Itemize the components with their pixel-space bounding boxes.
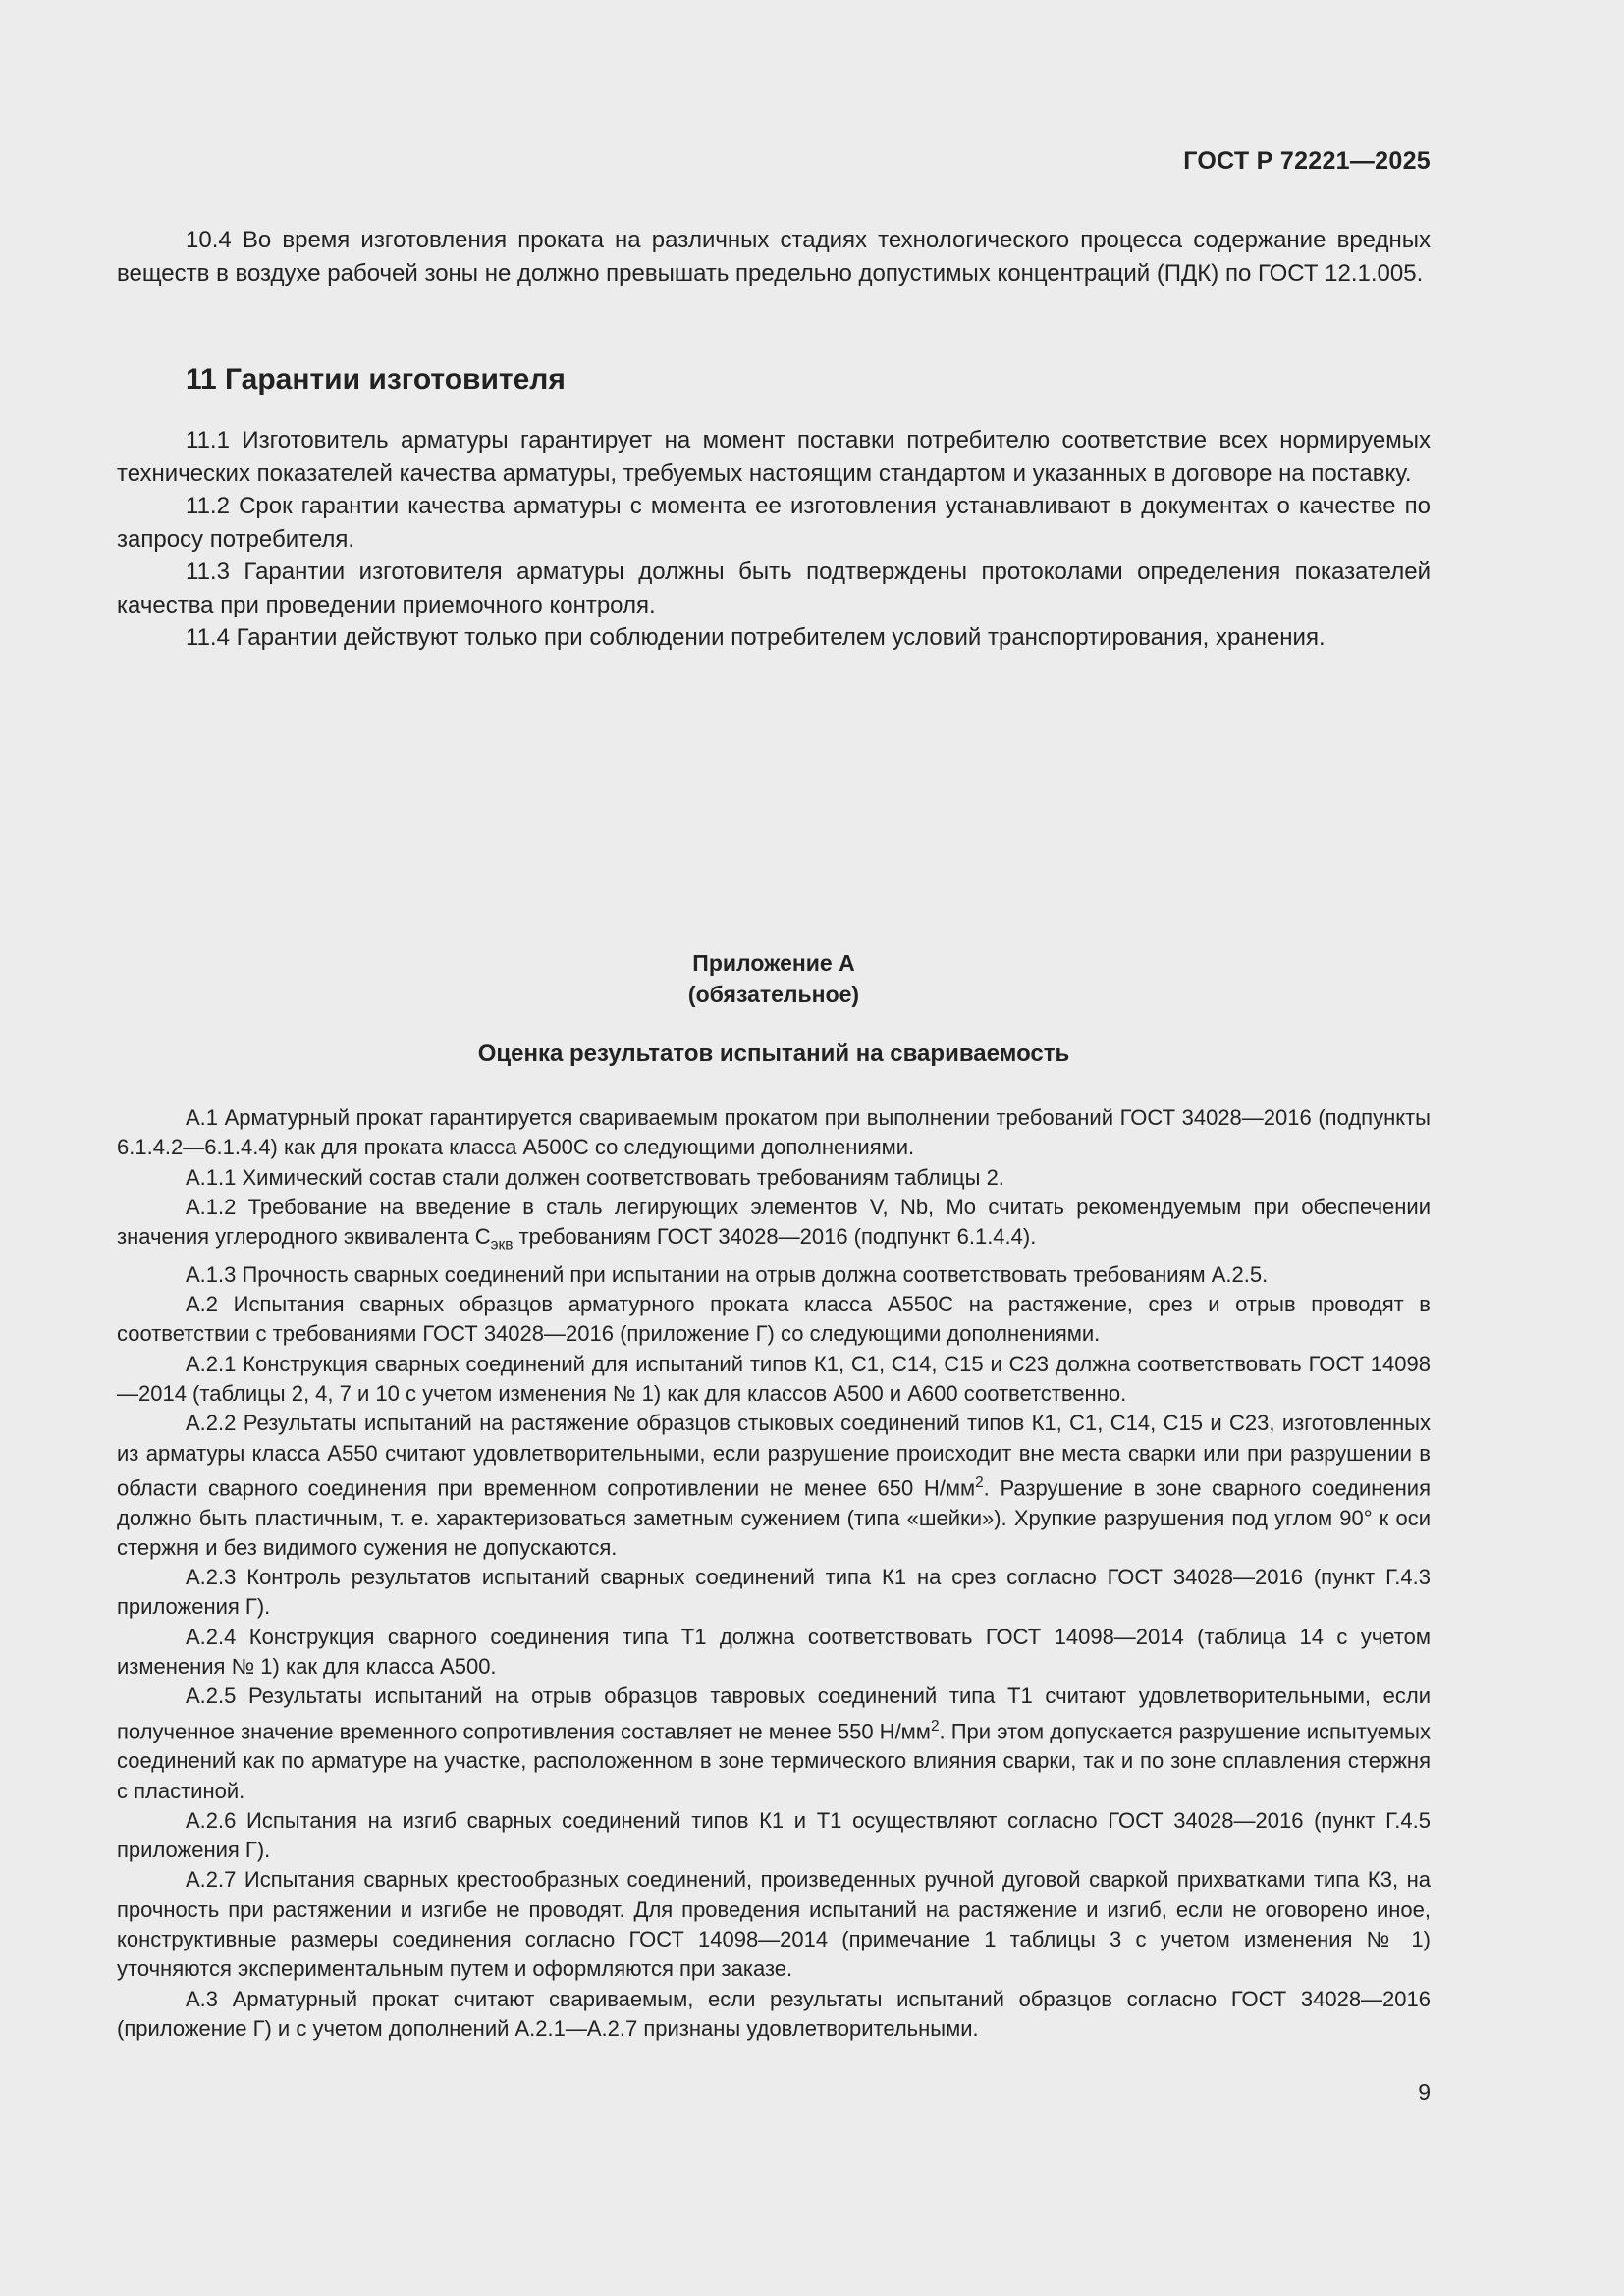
- appendix-label: Приложение А: [692, 950, 855, 976]
- paragraph-a2-7: А.2.7 Испытания сварных крестообразных соединений, произведенных ручной дуговой сваркой прихватками типа К3, на прочность при растяжении и изгибе не проводят. Для проведения испытаний на растяжение и изгиб, если не оговорено иное, конструктивные размеры соединения согласно ГОСТ 14098—2014 (примечание 1 таблицы 3 с учетом изменения № 1) уточняются экспериментальным путем и оформляются при заказе.: [117, 1867, 1431, 1982]
- paragraph-a2-2-text: А.2.2 Результаты испытаний на растяжение образцов стыковых соединений типов К1, С1, С14, С15 и С23, изготовленных из арматуры класса А550 считают удовлетворительными, если разрушение происходит вне места сварки или при разрушении в области сварного соединения при временном сопротивлении не менее 650 Н/мм: [117, 1411, 1431, 1501]
- carbon-equivalent-subscript: экв: [490, 1236, 514, 1254]
- paragraph-a2-1: А.2.1 Конструкция сварных соединений для испытаний типов К1, С1, С14, С15 и С23 должна соответствовать ГОСТ 14098—2014 (таблицы 2, 4, 7 и 10 с учетом изменения № 1) как для классов А500 и А600 соответственно.: [117, 1351, 1431, 1407]
- paragraph-a2-2: [117, 1409, 1431, 1563]
- paragraph-a1: А.1 Арматурный прокат гарантируется свариваемым прокатом при выполнении требований ГОСТ 34028—2016 (подпункты 6.1.4.2—6.1.4.4) как для проката класса А500С со следующими дополнениями.: [117, 1105, 1431, 1160]
- unit-superscript: 2: [930, 1717, 940, 1735]
- paragraph-a3: А.3 Арматурный прокат считают свариваемым, если результаты испытаний образцов согласно ГОСТ 34028—2016 (приложение Г) и с учетом дополнений А.2.1—А.2.7 признаны удовлетворительными.: [117, 1986, 1431, 2041]
- paragraph-a1-2-text-end: требованиям ГОСТ 34028—2016 (подпункт 6.1.4.4).: [513, 1224, 1037, 1250]
- paragraph-11-2: 11.2 Срок гарантии качества арматуры с момента ее изготовления устанавливают в документах о качестве по запросу потребителя.: [117, 493, 1431, 553]
- paragraph-a1-2-text: А.1.2 Требование на введение в сталь легирующих элементов V, Nb, Mo считать рекомендуемым при обеспечении значения углеродного эквивалента С: [117, 1194, 1431, 1250]
- paragraph-a2-3: А.2.3 Контроль результатов испытаний сварных соединений типа К1 на срез согласно ГОСТ 34028—2016 (пункт Г.4.3 приложения Г).: [117, 1565, 1431, 1620]
- section-11-body: [117, 424, 1431, 655]
- paragraph-a1-1: А.1.1 Химический состав стали должен соответствовать требованиям таблицы 2.: [186, 1164, 1004, 1190]
- paragraph-11-1: 11.1 Изготовитель арматуры гарантирует на момент поставки потребителю соответствие всех нормируемых технических показателей качества арматуры, требуемых настоящим стандартом и указанных в договоре на поставку.: [117, 427, 1431, 487]
- paragraph-10-4: 10.4 Во время изготовления проката на различных стадиях технологического процесса содержание вредных веществ в воздухе рабочей зоны не должно превышать предельно допустимых концентраций (ПДК) по ГОСТ 12.1.005.: [117, 227, 1431, 287]
- paragraph-a2-2-text-end: . Разрушение в зоне сварного соединения должно быть пластичным, т. е. характеризоваться заметным сужением (типа «шейки»). Хрупкие разрушения под углом 90° к оси стержня и без видимого сужения не допускаются.: [117, 1475, 1431, 1560]
- paragraph-10-4-block: [117, 224, 1431, 290]
- appendix-title-block: [117, 1039, 1431, 1070]
- section-11: [117, 363, 1431, 397]
- paragraph-11-4: 11.4 Гарантии действуют только при соблюдении потребителем условий транспортирования, хранения.: [186, 624, 1326, 651]
- paragraph-a1-3: А.1.3 Прочность сварных соединений при испытании на отрыв должна соответствовать требованиям А.2.5.: [186, 1261, 1269, 1287]
- appendix-title: Оценка результатов испытаний на свариваемость: [477, 1041, 1070, 1067]
- paragraph-11-3: 11.3 Гарантии изготовителя арматуры должны быть подтверждены протоколами определения показателей качества при проведении приемочного контроля.: [117, 559, 1431, 618]
- paragraph-a2: А.2 Испытания сварных образцов арматурного проката класса А550С на растяжение, срез и отрыв проводят в соответствии с требованиями ГОСТ 34028—2016 (приложение Г) со следующими дополнениями.: [117, 1292, 1431, 1347]
- appendix-heading: [117, 947, 1431, 1010]
- paragraph-a2-5-text-end: . При этом допускается разрушение испытуемых соединений как по арматуре на участке, расположенном в зоне термического влияния сварки, так и по зоне сплавления стержня с пластиной.: [117, 1718, 1431, 1803]
- paragraph-a1-2: [117, 1193, 1431, 1260]
- unit-superscript: 2: [975, 1473, 984, 1491]
- section-11-title: 11 Гарантии изготовителя: [186, 363, 566, 396]
- paragraph-a2-5: [117, 1682, 1431, 1806]
- appendix-body: [117, 1103, 1431, 2044]
- paragraph-a2-6: А.2.6 Испытания на изгиб сварных соединений типов К1 и Т1 осуществляют согласно ГОСТ 34028—2016 (пункт Г.4.5 приложения Г).: [117, 1807, 1431, 1863]
- document-header-id: ГОСТ Р 72221—2025: [1183, 147, 1431, 175]
- page-number: 9: [1418, 2079, 1431, 2105]
- paragraph-a2-5-text: А.2.5 Результаты испытаний на отрыв образцов тавровых соединений типа Т1 считают удовлетворительными, если полученное значение временного сопротивления составляет не менее 550 Н/мм: [117, 1683, 1431, 1743]
- paragraph-a2-4: А.2.4 Конструкция сварного соединения типа Т1 должна соответствовать ГОСТ 14098—2014 (таблица 14 с учетом изменения № 1) как для класса А500.: [117, 1624, 1431, 1680]
- appendix-status: (обязательное): [687, 982, 860, 1007]
